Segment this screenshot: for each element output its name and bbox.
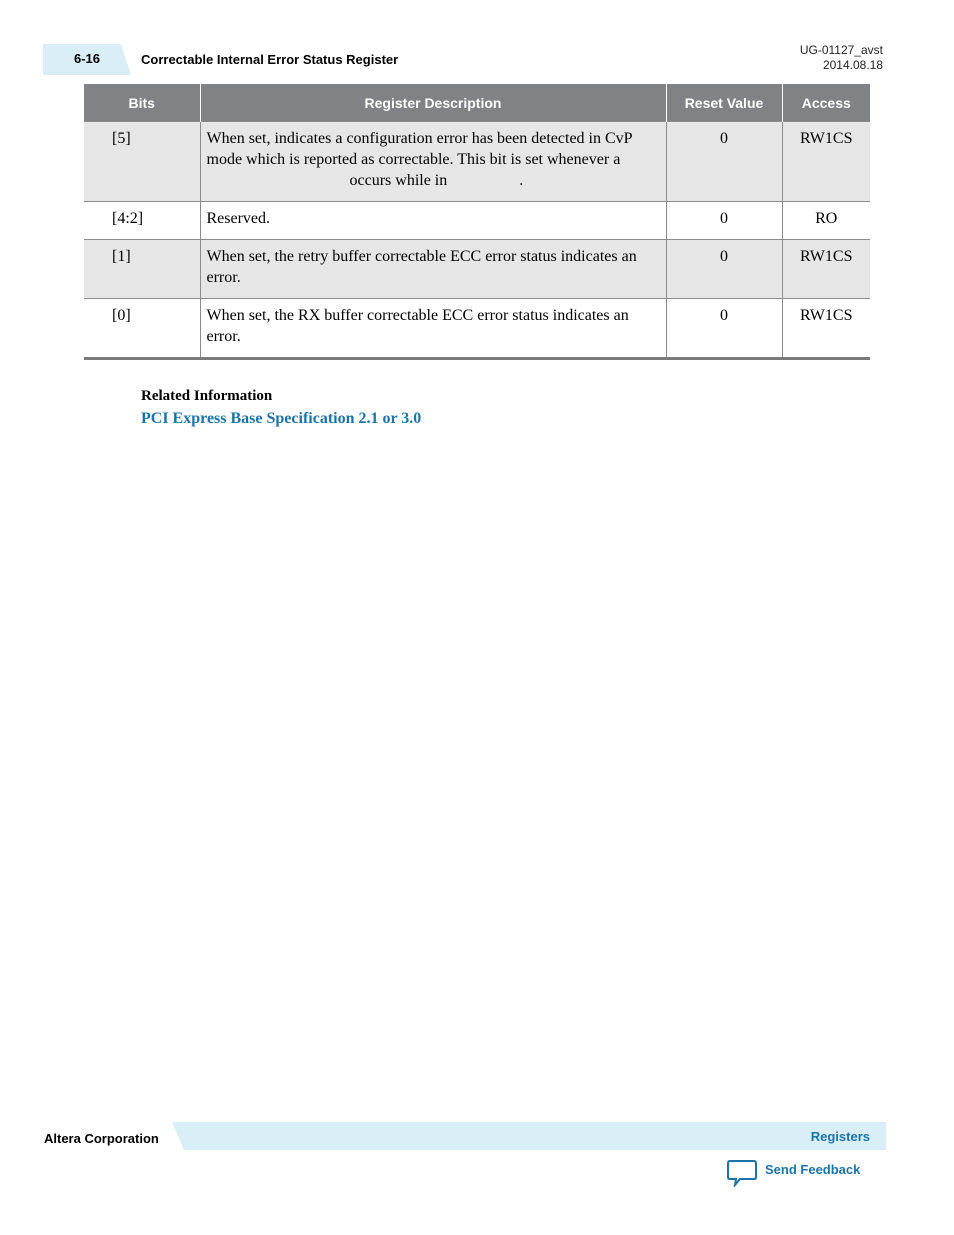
description-cell: When set, the RX buffer correctable ECC error status indicates an error. (200, 299, 666, 359)
access-cell: RW1CS (782, 299, 870, 359)
reset-value-cell: 0 (666, 122, 782, 202)
speech-bubble-icon[interactable] (727, 1159, 757, 1187)
bits-cell: [4:2] (84, 202, 200, 240)
description-text-continued: occurs while in (349, 172, 448, 189)
access-cell: RW1CS (782, 240, 870, 299)
document-id (800, 43, 883, 73)
section-title: Correctable Internal Error Status Register (141, 52, 399, 67)
doc-date: 2014.08.18 (822, 58, 883, 72)
pci-express-spec-link[interactable]: PCI Express Base Specification 2.1 or 3.0 (141, 410, 422, 427)
bits-cell: [5] (84, 122, 200, 202)
table-row (84, 122, 870, 202)
description-text-end: . (519, 172, 524, 189)
table-row (84, 240, 870, 299)
bits-cell: [1] (84, 240, 200, 299)
related-information-heading: Related Information (141, 388, 273, 404)
reset-value-cell: 0 (666, 202, 782, 240)
column-header-description: Register Description (200, 84, 666, 122)
table-header-row (84, 84, 870, 122)
column-header-reset-value: Reset Value (666, 84, 782, 122)
reset-value-cell: 0 (666, 299, 782, 359)
footer-band (172, 1122, 886, 1150)
send-feedback-link[interactable]: Send Feedback (765, 1162, 861, 1177)
doc-id: UG-01127_avst (799, 43, 883, 57)
access-cell: RW1CS (782, 122, 870, 202)
footer-section-link[interactable]: Registers (810, 1129, 870, 1144)
company-name: Altera Corporation (44, 1131, 159, 1146)
reset-value-cell: 0 (666, 240, 782, 299)
description-text: When set, indicates a configuration error has been detected in CvP mode which is reported as correctable. This bit is set whenever a (206, 130, 632, 168)
page-number: 6-16 (74, 51, 101, 66)
column-header-access: Access (782, 84, 870, 122)
description-cell (200, 122, 666, 202)
description-cell: Reserved. (200, 202, 666, 240)
access-cell: RO (782, 202, 870, 240)
column-header-bits: Bits (84, 84, 200, 122)
description-cell: When set, the retry buffer correctable ECC error status indicates an error. (200, 240, 666, 299)
bits-cell: [0] (84, 299, 200, 359)
register-table (84, 84, 870, 360)
table-row (84, 299, 870, 359)
table-row (84, 202, 870, 240)
